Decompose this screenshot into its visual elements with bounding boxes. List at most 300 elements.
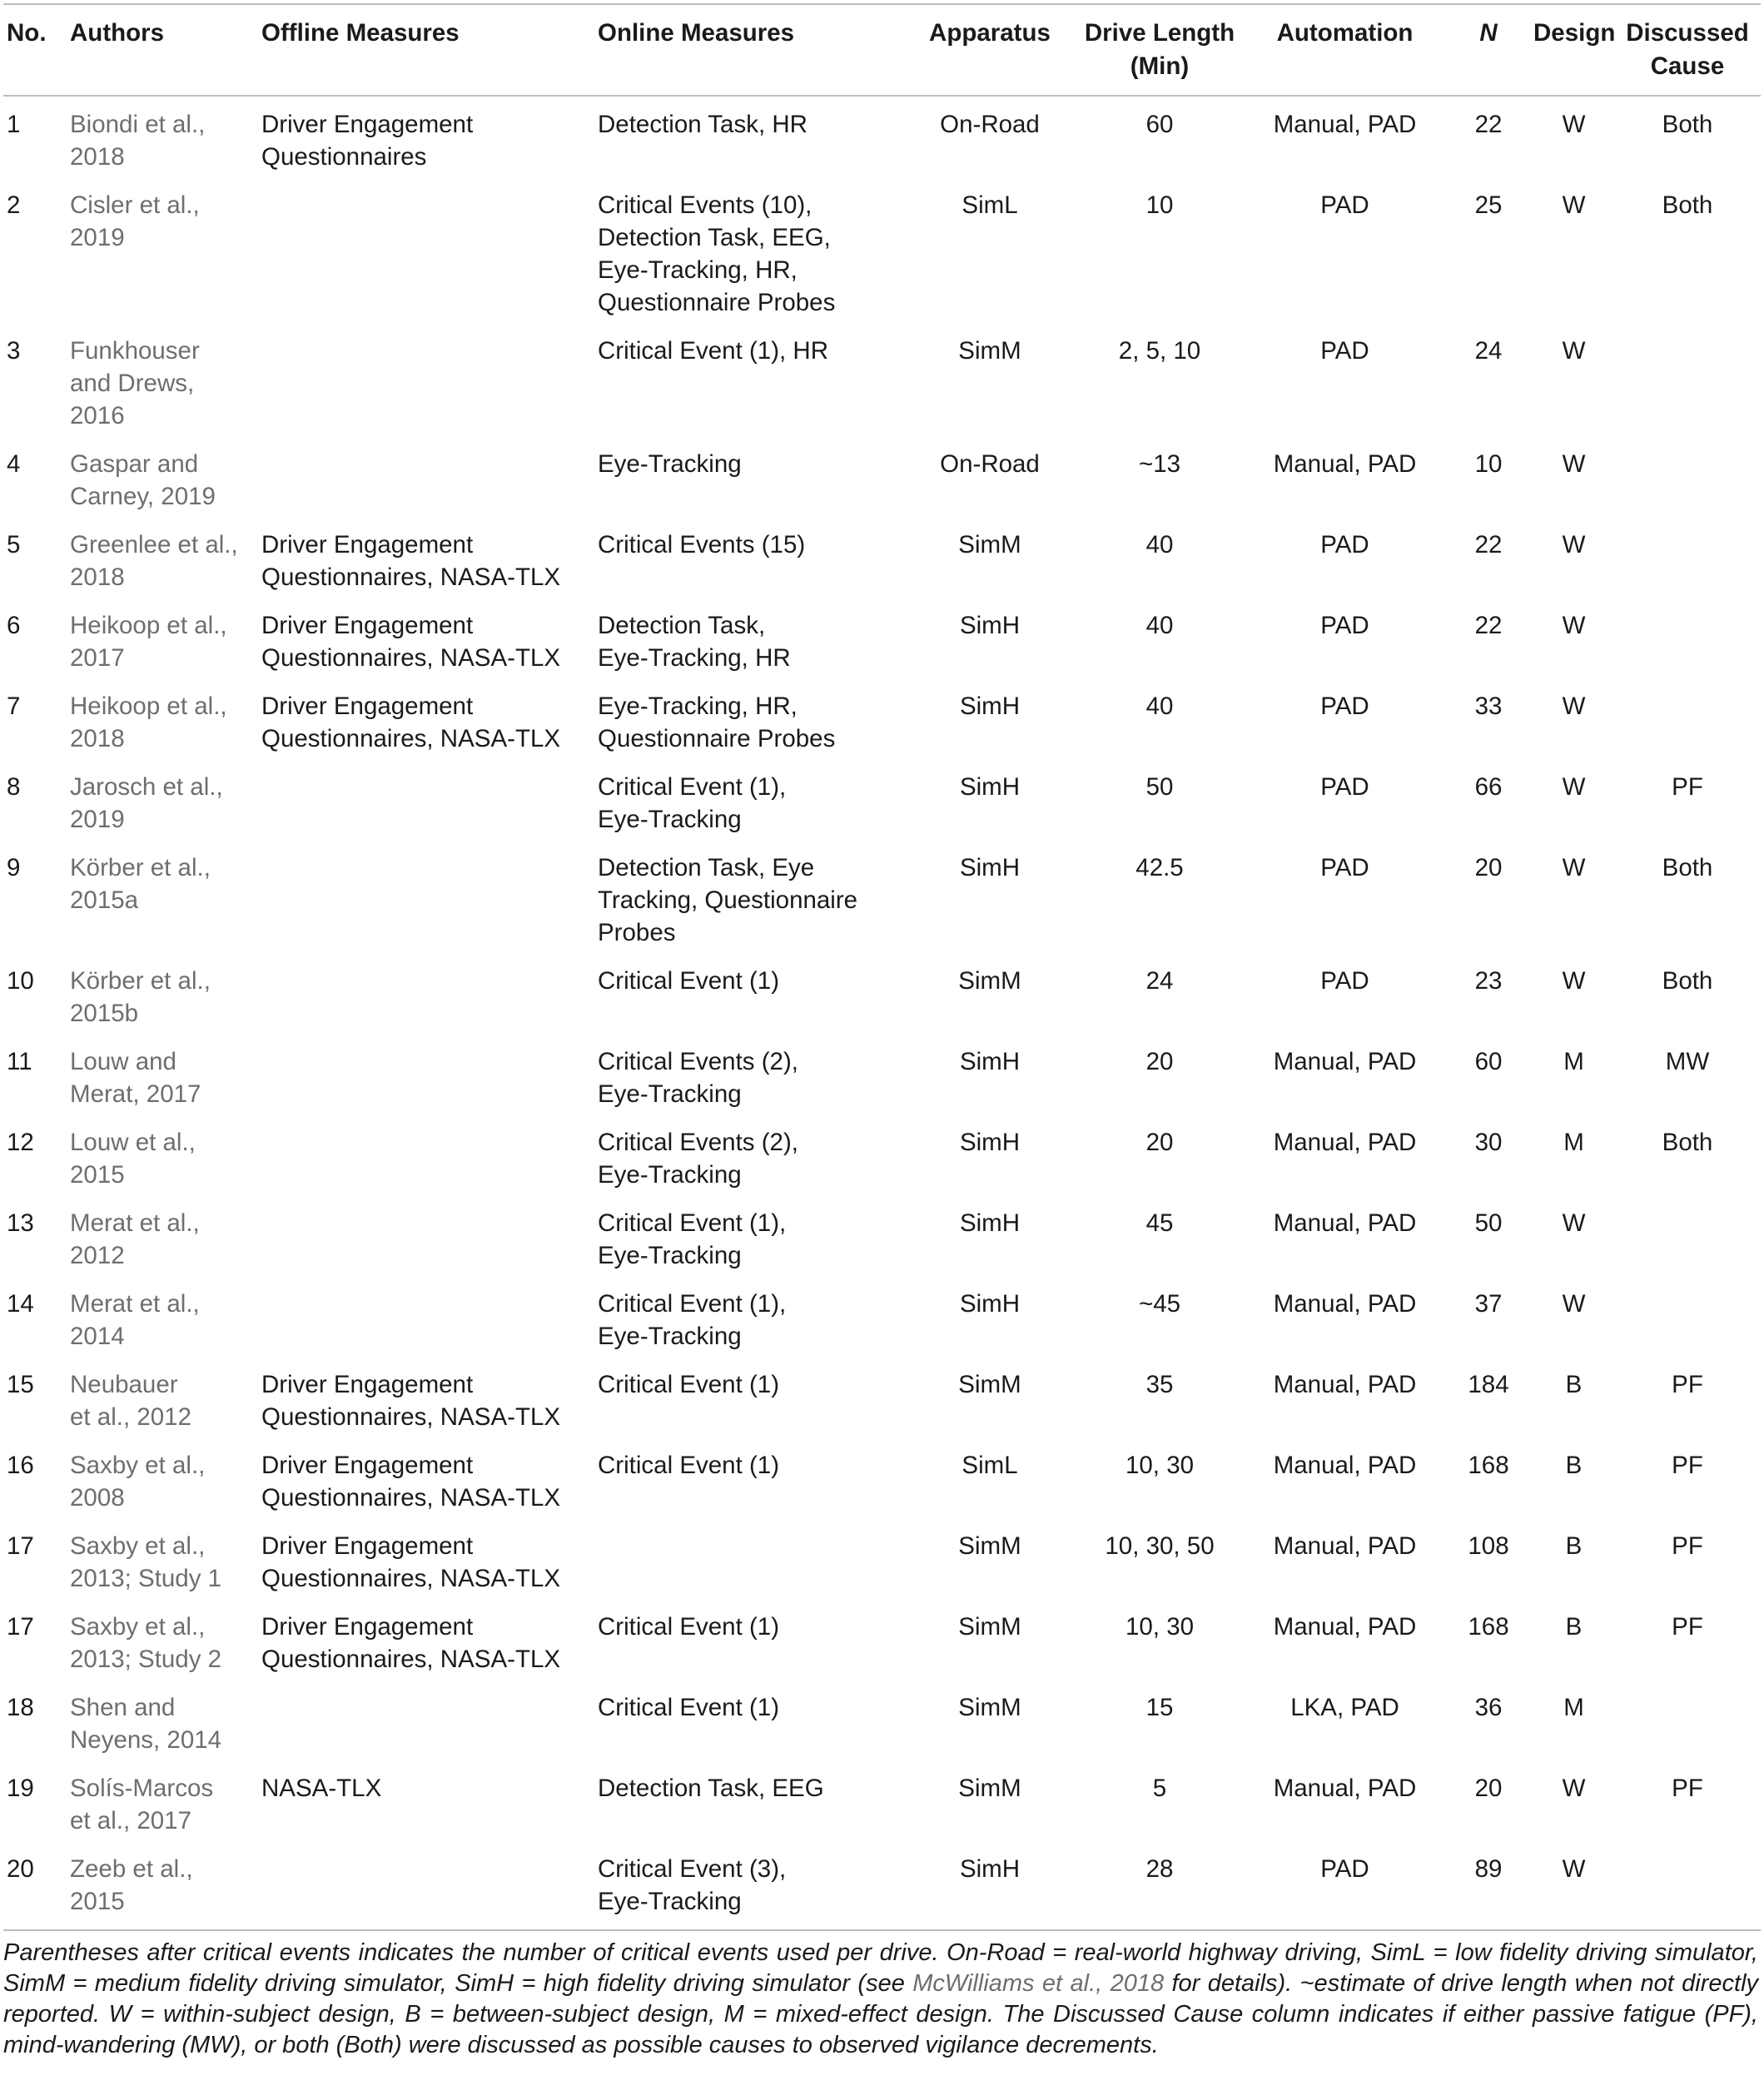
cell-online-measures-line: Eye-Tracking, HR bbox=[598, 644, 791, 672]
cell-authors bbox=[70, 1360, 261, 1441]
cell-discussed-cause-line: PF bbox=[1672, 1775, 1703, 1802]
cell-offline-measures bbox=[261, 601, 598, 682]
cell-authors-line: Heikoop et al., bbox=[70, 693, 227, 720]
cell-n bbox=[1443, 1683, 1533, 1764]
cell-discussed-cause bbox=[1614, 181, 1761, 326]
cell-n-line: 168 bbox=[1468, 1613, 1509, 1641]
cell-authors-line: Merat, 2017 bbox=[70, 1080, 201, 1108]
cell-authors bbox=[70, 956, 261, 1037]
cell-no-line: 5 bbox=[7, 531, 21, 558]
table-page bbox=[3, 3, 1761, 2085]
cell-no-line: 11 bbox=[7, 1048, 32, 1075]
cell-design bbox=[1533, 1522, 1614, 1602]
cell-design-line: W bbox=[1562, 191, 1586, 219]
cell-automation bbox=[1246, 1199, 1443, 1279]
table-row bbox=[3, 1602, 1761, 1683]
cell-discussed-cause-line: PF bbox=[1672, 773, 1703, 801]
cell-n-line: 20 bbox=[1474, 1775, 1503, 1802]
cell-drive-length bbox=[1073, 1118, 1246, 1199]
cell-drive-length bbox=[1073, 181, 1246, 326]
cell-apparatus bbox=[907, 1441, 1073, 1522]
cell-online-measures-line: Critical Events (2), bbox=[598, 1048, 798, 1075]
cell-apparatus bbox=[907, 1118, 1073, 1199]
cell-discussed-cause bbox=[1614, 1844, 1761, 1930]
cell-drive-length bbox=[1073, 956, 1246, 1037]
cell-automation bbox=[1246, 1602, 1443, 1683]
cell-no-line: 6 bbox=[7, 612, 21, 639]
cell-design-line: W bbox=[1562, 693, 1586, 720]
cell-offline-measures bbox=[261, 1199, 598, 1279]
cell-drive-length bbox=[1073, 1683, 1246, 1764]
cell-no-line: 20 bbox=[7, 1855, 34, 1883]
cell-offline-measures-line: Questionnaires bbox=[261, 143, 427, 171]
footnote-text-2: for details). ~estimate of drive length when not directly reported. W = within-subject design, B = between-subject design, M = mixed-effect design. The Discussed Cause column indicates if either passive fatigue (PF), mind-wandering (MW), or both (Both) were discussed as possible causes to observed vigilance decrements. bbox=[3, 1970, 1759, 2058]
cell-authors-line: 2014 bbox=[70, 1323, 125, 1350]
cell-design-line: W bbox=[1562, 854, 1586, 881]
cell-authors bbox=[70, 1522, 261, 1602]
cell-apparatus-line: SimH bbox=[959, 1048, 1021, 1075]
cell-offline-measures bbox=[261, 1602, 598, 1683]
cell-apparatus-line: SimH bbox=[959, 1855, 1021, 1883]
table-header-row bbox=[3, 4, 1761, 96]
cell-online-measures-line: Eye-Tracking bbox=[598, 1888, 742, 1915]
cell-authors-line: Louw and bbox=[70, 1048, 176, 1075]
cell-n bbox=[1443, 1844, 1533, 1930]
cell-authors-line: Neyens, 2014 bbox=[70, 1726, 222, 1754]
cell-offline-measures bbox=[261, 682, 598, 762]
cell-drive-length bbox=[1073, 520, 1246, 601]
cell-n-line: 22 bbox=[1474, 111, 1503, 138]
cell-design bbox=[1533, 96, 1614, 181]
cell-discussed-cause bbox=[1614, 956, 1761, 1037]
cell-online-measures-line: Eye-Tracking bbox=[598, 806, 742, 833]
cell-apparatus-line: SimM bbox=[958, 1371, 1021, 1398]
cell-authors-line: 2015 bbox=[70, 1888, 125, 1915]
cell-authors-line: 2019 bbox=[70, 224, 125, 251]
cell-apparatus-line: SimH bbox=[959, 693, 1021, 720]
cell-no-line: 8 bbox=[7, 773, 21, 801]
table-row bbox=[3, 1199, 1761, 1279]
cell-drive-length-line: 50 bbox=[1145, 773, 1174, 801]
cell-offline-measures-line: NASA-TLX bbox=[261, 1775, 382, 1802]
cell-online-measures-line: Critical Event (1) bbox=[598, 967, 780, 995]
cell-automation-line: PAD bbox=[1320, 854, 1369, 881]
cell-n-line: 22 bbox=[1474, 612, 1503, 639]
cell-online-measures bbox=[598, 96, 907, 181]
cell-no-line: 15 bbox=[7, 1371, 34, 1398]
cell-design bbox=[1533, 1118, 1614, 1199]
cell-apparatus-line: SimH bbox=[959, 1290, 1021, 1318]
header-discussed-cause-line1: Discussed bbox=[1626, 19, 1749, 47]
cell-offline-measures bbox=[261, 1037, 598, 1118]
cell-discussed-cause bbox=[1614, 520, 1761, 601]
cell-apparatus bbox=[907, 520, 1073, 601]
cell-drive-length bbox=[1073, 1279, 1246, 1360]
cell-authors bbox=[70, 1279, 261, 1360]
cell-drive-length bbox=[1073, 762, 1246, 843]
cell-online-measures-line: Detection Task, EEG bbox=[598, 1775, 824, 1802]
cell-n bbox=[1443, 1764, 1533, 1844]
header-authors: Authors bbox=[70, 4, 261, 96]
cell-automation-line: PAD bbox=[1320, 773, 1369, 801]
cell-design bbox=[1533, 1199, 1614, 1279]
cell-no bbox=[3, 1844, 70, 1930]
cell-n-line: 30 bbox=[1474, 1129, 1503, 1156]
cell-apparatus bbox=[907, 1037, 1073, 1118]
cell-n-line: 33 bbox=[1474, 693, 1503, 720]
cell-automation bbox=[1246, 601, 1443, 682]
cell-automation bbox=[1246, 1118, 1443, 1199]
cell-authors bbox=[70, 1844, 261, 1930]
cell-n-line: 24 bbox=[1474, 337, 1503, 365]
cell-online-measures-line: Questionnaire Probes bbox=[598, 289, 836, 316]
cell-apparatus-line: SimH bbox=[959, 1129, 1021, 1156]
cell-drive-length-line: 2, 5, 10 bbox=[1118, 337, 1201, 365]
cell-offline-measures-line: Driver Engagement bbox=[261, 693, 474, 720]
cell-authors-line: Saxby et al., bbox=[70, 1452, 206, 1479]
cell-discussed-cause-line: PF bbox=[1672, 1532, 1703, 1560]
cell-drive-length-line: 45 bbox=[1145, 1209, 1174, 1237]
cell-design-line: W bbox=[1562, 967, 1586, 995]
cell-no bbox=[3, 682, 70, 762]
cell-no bbox=[3, 1199, 70, 1279]
cell-authors-line: Merat et al., bbox=[70, 1290, 200, 1318]
table-footnote bbox=[3, 1938, 1758, 2061]
cell-apparatus-line: SimM bbox=[958, 1694, 1021, 1721]
cell-discussed-cause bbox=[1614, 1441, 1761, 1522]
cell-authors-line: and Drews, bbox=[70, 370, 195, 397]
cell-apparatus bbox=[907, 601, 1073, 682]
cell-design bbox=[1533, 1441, 1614, 1522]
cell-authors bbox=[70, 843, 261, 956]
cell-authors-line: Gaspar and bbox=[70, 450, 199, 478]
cell-online-measures bbox=[598, 181, 907, 326]
footnote-reference-link[interactable]: McWilliams et al., 2018 bbox=[912, 1970, 1165, 1997]
cell-online-measures-line: Critical Events (2), bbox=[598, 1129, 798, 1156]
cell-online-measures-line: Questionnaire Probes bbox=[598, 725, 836, 752]
cell-no-line: 12 bbox=[7, 1129, 34, 1156]
cell-discussed-cause-line: MW bbox=[1665, 1048, 1710, 1075]
table-row bbox=[3, 1683, 1761, 1764]
cell-n-line: 23 bbox=[1474, 967, 1503, 995]
cell-authors-line: Biondi et al., bbox=[70, 111, 206, 138]
cell-online-measures-line: Detection Task, Eye bbox=[598, 854, 815, 881]
cell-apparatus bbox=[907, 326, 1073, 439]
cell-drive-length-line: 40 bbox=[1145, 693, 1174, 720]
cell-automation bbox=[1246, 1764, 1443, 1844]
cell-online-measures-line: Eye-Tracking bbox=[598, 1323, 742, 1350]
table-row bbox=[3, 439, 1761, 520]
cell-authors bbox=[70, 181, 261, 326]
cell-design bbox=[1533, 1279, 1614, 1360]
cell-authors-line: 2018 bbox=[70, 563, 125, 591]
header-n: N bbox=[1443, 4, 1533, 96]
cell-online-measures-line: Eye-Tracking bbox=[598, 1080, 742, 1108]
cell-discussed-cause bbox=[1614, 1522, 1761, 1602]
cell-authors-line: 2019 bbox=[70, 806, 125, 833]
cell-apparatus-line: SimM bbox=[958, 1613, 1021, 1641]
cell-automation bbox=[1246, 181, 1443, 326]
header-discussed-cause-line2: Cause bbox=[1650, 52, 1725, 80]
cell-n bbox=[1443, 843, 1533, 956]
cell-automation-line: Manual, PAD bbox=[1273, 1371, 1417, 1398]
cell-n bbox=[1443, 520, 1533, 601]
cell-automation bbox=[1246, 1683, 1443, 1764]
cell-offline-measures-line: Driver Engagement bbox=[261, 1452, 474, 1479]
cell-authors bbox=[70, 762, 261, 843]
table-row bbox=[3, 1441, 1761, 1522]
cell-apparatus-line: SimH bbox=[959, 854, 1021, 881]
cell-offline-measures bbox=[261, 520, 598, 601]
cell-authors-line: Heikoop et al., bbox=[70, 612, 227, 639]
cell-no bbox=[3, 1118, 70, 1199]
cell-n-line: 22 bbox=[1474, 531, 1503, 558]
cell-drive-length bbox=[1073, 1199, 1246, 1279]
cell-discussed-cause-line: PF bbox=[1672, 1452, 1703, 1479]
cell-authors-line: 2015b bbox=[70, 1000, 139, 1027]
cell-authors-line: 2018 bbox=[70, 725, 125, 752]
cell-no bbox=[3, 96, 70, 181]
cell-automation bbox=[1246, 520, 1443, 601]
cell-n bbox=[1443, 1602, 1533, 1683]
cell-apparatus-line: SimH bbox=[959, 612, 1021, 639]
cell-online-measures-line: Critical Event (1), HR bbox=[598, 337, 829, 365]
cell-no-line: 4 bbox=[7, 450, 21, 478]
cell-automation-line: Manual, PAD bbox=[1273, 450, 1417, 478]
cell-n-line: 60 bbox=[1474, 1048, 1503, 1075]
cell-automation-line: LKA, PAD bbox=[1290, 1694, 1399, 1721]
cell-drive-length-line: 28 bbox=[1145, 1855, 1174, 1883]
cell-online-measures bbox=[598, 1522, 907, 1602]
cell-design-line: W bbox=[1562, 1290, 1586, 1318]
table-row bbox=[3, 762, 1761, 843]
table-row bbox=[3, 1279, 1761, 1360]
cell-online-measures bbox=[598, 601, 907, 682]
cell-automation-line: PAD bbox=[1320, 337, 1369, 365]
cell-automation bbox=[1246, 439, 1443, 520]
cell-drive-length bbox=[1073, 1522, 1246, 1602]
cell-automation-line: PAD bbox=[1320, 693, 1369, 720]
cell-drive-length bbox=[1073, 682, 1246, 762]
cell-offline-measures bbox=[261, 1118, 598, 1199]
cell-online-measures-line: Detection Task, bbox=[598, 612, 766, 639]
cell-authors-line: 2012 bbox=[70, 1242, 125, 1269]
studies-table bbox=[3, 3, 1761, 1931]
cell-no-line: 7 bbox=[7, 693, 21, 720]
cell-n bbox=[1443, 1037, 1533, 1118]
cell-online-measures-line: Critical Events (10), bbox=[598, 191, 812, 219]
cell-drive-length-line: ~13 bbox=[1138, 450, 1181, 478]
cell-design-line: B bbox=[1565, 1452, 1583, 1479]
cell-no bbox=[3, 601, 70, 682]
cell-no-line: 17 bbox=[7, 1532, 34, 1560]
cell-n-line: 37 bbox=[1474, 1290, 1503, 1318]
cell-design-line: W bbox=[1562, 111, 1586, 138]
cell-drive-length-line: 42.5 bbox=[1135, 854, 1184, 881]
cell-online-measures-line: Critical Event (1), bbox=[598, 1290, 787, 1318]
cell-design bbox=[1533, 181, 1614, 326]
cell-offline-measures-line: Driver Engagement bbox=[261, 111, 474, 138]
cell-offline-measures bbox=[261, 1522, 598, 1602]
cell-no bbox=[3, 1602, 70, 1683]
cell-authors bbox=[70, 1764, 261, 1844]
cell-no bbox=[3, 1037, 70, 1118]
cell-n bbox=[1443, 1441, 1533, 1522]
cell-drive-length bbox=[1073, 439, 1246, 520]
footnote-text-1: Parentheses after critical events indicates the number of critical events used per drive. On-Road = real-world highway driving, SimL = low fidelity driving simulator, SimM = medium fidelity driving simulator, SimH = high fidelity driving simulator (see bbox=[3, 1939, 1758, 1997]
cell-apparatus bbox=[907, 439, 1073, 520]
cell-n-line: 168 bbox=[1468, 1452, 1509, 1479]
cell-design bbox=[1533, 956, 1614, 1037]
cell-drive-length bbox=[1073, 843, 1246, 956]
cell-online-measures-line: Critical Event (1), bbox=[598, 1209, 787, 1237]
cell-authors bbox=[70, 1118, 261, 1199]
cell-design bbox=[1533, 601, 1614, 682]
table-row bbox=[3, 1844, 1761, 1930]
cell-no-line: 10 bbox=[7, 967, 34, 995]
cell-online-measures-line: Critical Event (1), bbox=[598, 773, 787, 801]
cell-offline-measures-line: Questionnaires, NASA-TLX bbox=[261, 1565, 561, 1592]
cell-design-line: B bbox=[1565, 1371, 1583, 1398]
cell-offline-measures bbox=[261, 1441, 598, 1522]
cell-authors-line: Zeeb et al., bbox=[70, 1855, 193, 1883]
cell-design-line: M bbox=[1563, 1694, 1584, 1721]
cell-n bbox=[1443, 601, 1533, 682]
cell-offline-measures-line: Questionnaires, NASA-TLX bbox=[261, 644, 561, 672]
cell-design-line: W bbox=[1562, 450, 1586, 478]
cell-authors-line: 2018 bbox=[70, 143, 125, 171]
cell-authors bbox=[70, 1199, 261, 1279]
cell-authors-line: 2015a bbox=[70, 886, 139, 914]
cell-automation-line: Manual, PAD bbox=[1273, 1775, 1417, 1802]
cell-design bbox=[1533, 1037, 1614, 1118]
cell-design bbox=[1533, 1764, 1614, 1844]
cell-no-line: 9 bbox=[7, 854, 21, 881]
cell-discussed-cause-line: PF bbox=[1672, 1613, 1703, 1641]
table-row bbox=[3, 843, 1761, 956]
cell-offline-measures bbox=[261, 1764, 598, 1844]
cell-authors bbox=[70, 96, 261, 181]
table-row bbox=[3, 956, 1761, 1037]
cell-authors-line: Merat et al., bbox=[70, 1209, 200, 1237]
cell-n bbox=[1443, 96, 1533, 181]
cell-authors-line: Carney, 2019 bbox=[70, 483, 216, 510]
cell-apparatus bbox=[907, 1602, 1073, 1683]
cell-drive-length bbox=[1073, 1441, 1246, 1522]
cell-apparatus-line: SimH bbox=[959, 773, 1021, 801]
cell-authors bbox=[70, 520, 261, 601]
cell-no bbox=[3, 439, 70, 520]
cell-offline-measures bbox=[261, 181, 598, 326]
cell-design bbox=[1533, 1683, 1614, 1764]
table-row bbox=[3, 601, 1761, 682]
cell-online-measures-line: Critical Event (1) bbox=[598, 1613, 780, 1641]
cell-no-line: 16 bbox=[7, 1452, 34, 1479]
cell-online-measures bbox=[598, 1683, 907, 1764]
cell-drive-length bbox=[1073, 601, 1246, 682]
cell-discussed-cause bbox=[1614, 1764, 1761, 1844]
cell-apparatus bbox=[907, 96, 1073, 181]
cell-online-measures-line: Eye-Tracking bbox=[598, 450, 742, 478]
table-row bbox=[3, 520, 1761, 601]
cell-design-line: M bbox=[1563, 1129, 1584, 1156]
cell-authors bbox=[70, 601, 261, 682]
cell-authors-line: 2008 bbox=[70, 1484, 125, 1512]
cell-offline-measures bbox=[261, 956, 598, 1037]
cell-online-measures bbox=[598, 439, 907, 520]
cell-drive-length bbox=[1073, 1602, 1246, 1683]
header-discussed-cause bbox=[1614, 4, 1761, 96]
cell-apparatus-line: SimM bbox=[958, 967, 1021, 995]
cell-authors bbox=[70, 1683, 261, 1764]
cell-offline-measures-line: Driver Engagement bbox=[261, 612, 474, 639]
cell-design-line: W bbox=[1562, 531, 1586, 558]
cell-discussed-cause-line: Both bbox=[1662, 191, 1713, 219]
cell-apparatus bbox=[907, 181, 1073, 326]
cell-n-line: 10 bbox=[1474, 450, 1503, 478]
cell-online-measures-line: Eye-Tracking bbox=[598, 1242, 742, 1269]
cell-no bbox=[3, 762, 70, 843]
table-body bbox=[3, 96, 1761, 1930]
cell-offline-measures-line: Driver Engagement bbox=[261, 1613, 474, 1641]
cell-automation-line: PAD bbox=[1320, 1855, 1369, 1883]
cell-no-line: 19 bbox=[7, 1775, 34, 1802]
cell-n bbox=[1443, 1279, 1533, 1360]
cell-drive-length-line: 10, 30 bbox=[1125, 1613, 1195, 1641]
cell-no bbox=[3, 1279, 70, 1360]
cell-authors bbox=[70, 1037, 261, 1118]
cell-design bbox=[1533, 326, 1614, 439]
cell-drive-length-line: 10, 30, 50 bbox=[1105, 1532, 1215, 1560]
cell-n bbox=[1443, 1522, 1533, 1602]
cell-apparatus-line: SimM bbox=[958, 1532, 1021, 1560]
header-online-measures: Online Measures bbox=[598, 4, 907, 96]
cell-no bbox=[3, 843, 70, 956]
cell-discussed-cause bbox=[1614, 682, 1761, 762]
cell-drive-length-line: 20 bbox=[1145, 1048, 1174, 1075]
cell-discussed-cause-line: Both bbox=[1662, 967, 1713, 995]
cell-offline-measures bbox=[261, 762, 598, 843]
cell-n bbox=[1443, 326, 1533, 439]
cell-apparatus-line: SimM bbox=[958, 337, 1021, 365]
cell-discussed-cause bbox=[1614, 96, 1761, 181]
cell-automation-line: PAD bbox=[1320, 967, 1369, 995]
cell-authors bbox=[70, 1441, 261, 1522]
cell-n bbox=[1443, 762, 1533, 843]
cell-drive-length-line: 5 bbox=[1152, 1775, 1167, 1802]
table-row bbox=[3, 326, 1761, 439]
cell-online-measures bbox=[598, 1037, 907, 1118]
cell-automation-line: Manual, PAD bbox=[1273, 1452, 1417, 1479]
cell-automation-line: Manual, PAD bbox=[1273, 1209, 1417, 1237]
cell-automation bbox=[1246, 956, 1443, 1037]
cell-online-measures-line: Eye-Tracking bbox=[598, 1161, 742, 1189]
cell-authors-line: Greenlee et al., bbox=[70, 531, 238, 558]
cell-authors bbox=[70, 326, 261, 439]
cell-n bbox=[1443, 1118, 1533, 1199]
cell-apparatus bbox=[907, 843, 1073, 956]
table-row bbox=[3, 181, 1761, 326]
cell-no bbox=[3, 1360, 70, 1441]
cell-no-line: 17 bbox=[7, 1613, 34, 1641]
cell-drive-length-line: 15 bbox=[1145, 1694, 1174, 1721]
cell-design-line: B bbox=[1565, 1613, 1583, 1641]
cell-automation bbox=[1246, 1037, 1443, 1118]
cell-no-line: 14 bbox=[7, 1290, 34, 1318]
cell-design bbox=[1533, 1360, 1614, 1441]
cell-discussed-cause bbox=[1614, 1118, 1761, 1199]
cell-online-measures bbox=[598, 956, 907, 1037]
